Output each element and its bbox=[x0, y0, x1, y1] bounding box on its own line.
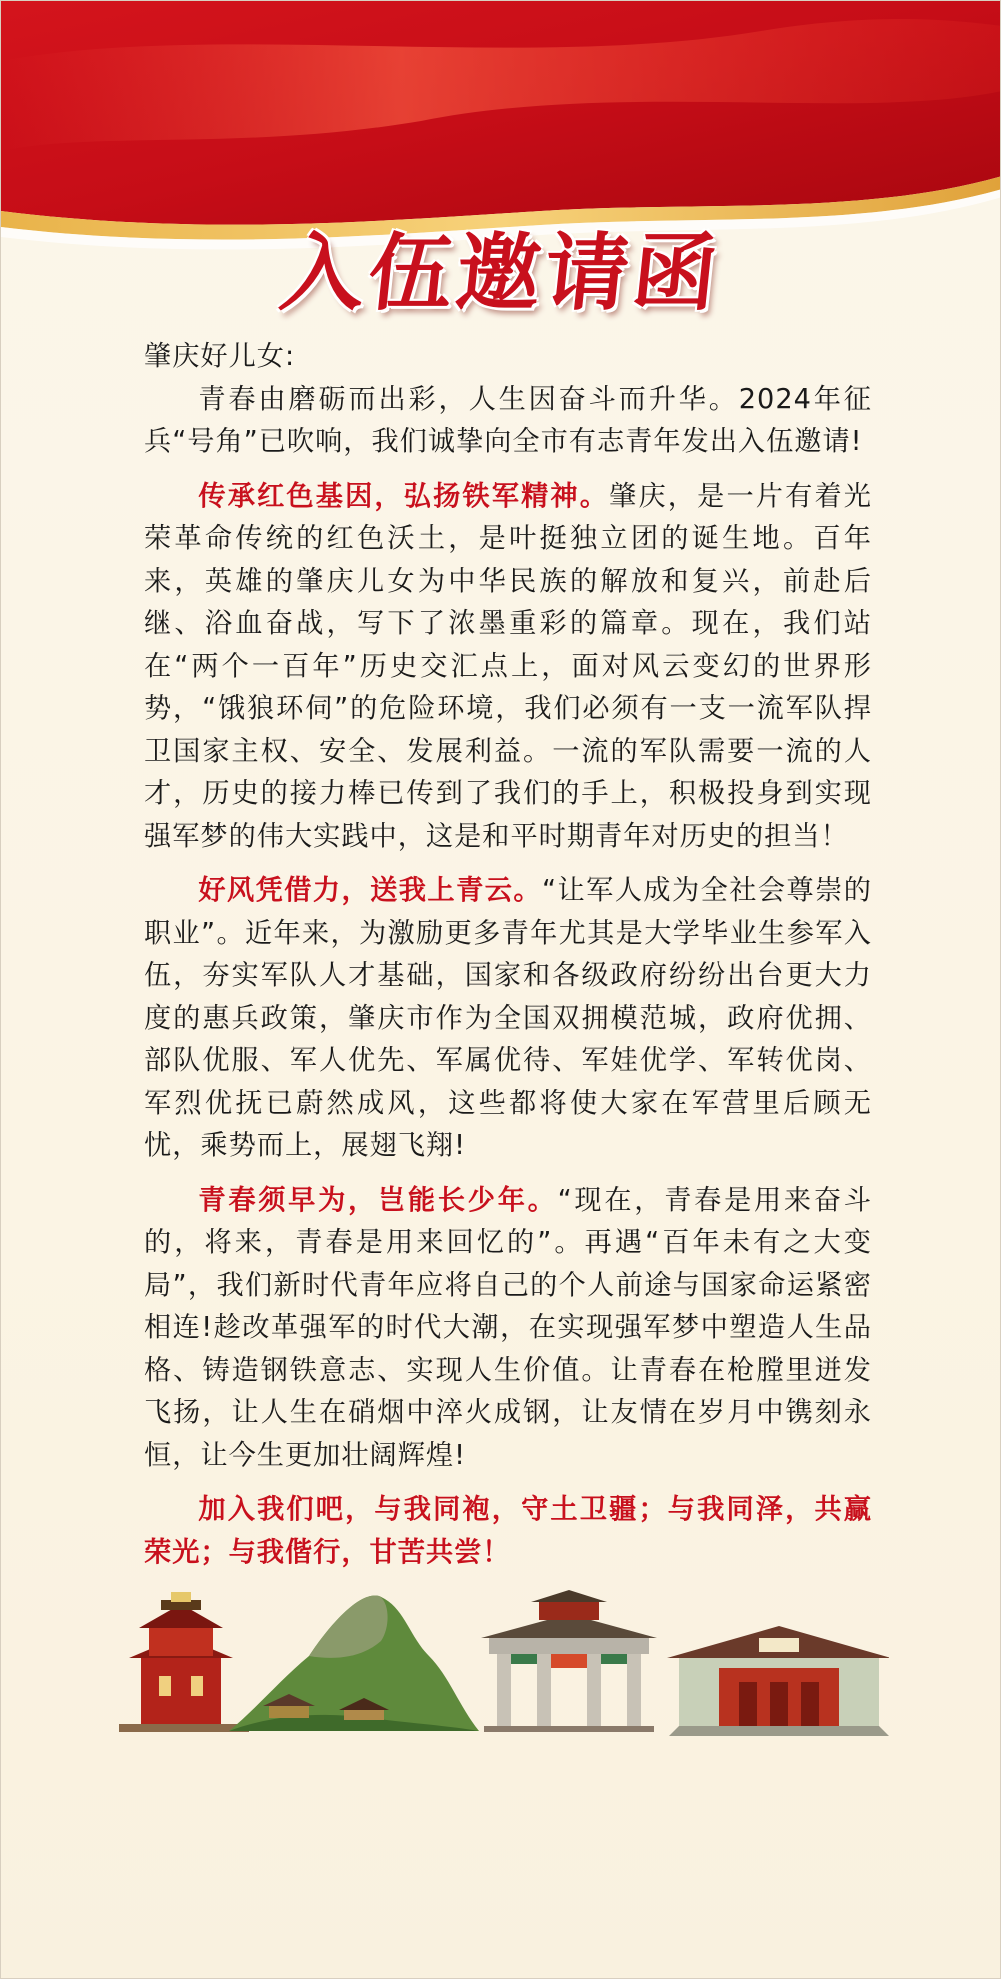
section-1-lead: 传承红色基因，弘扬铁军精神。 bbox=[198, 480, 610, 512]
section-1-text: 肇庆，是一片有着光荣革命传统的红色沃土，是叶挺独立团的诞生地。百年来，英雄的肇庆儿女为中华民族的解放和复兴，前赴后继、浴血奋战，写下了浓墨重彩的篇章。现在，我们站在“两个一百年”历史交汇点上，面对风云变幻的世界形势，“饿狼环伺”的危险环境，我们必须有一支一流军队捍卫国家主权、安全、发展利益。一流的军队需要一流的人才，历史的接力棒已传到了我们的手上，积极投身到实现强军梦的伟大实践中，这是和平时期青年对历史的担当！ bbox=[144, 480, 872, 852]
greeting: 肇庆好儿女: bbox=[144, 341, 296, 372]
pavilion-icon bbox=[119, 1592, 249, 1732]
intro-paragraph: 青春由磨砺而出彩，人生因奋斗而升华。2024年征兵“号角”已吹响，我们诚挚向全市有志青年发出入伍邀请! bbox=[144, 383, 872, 457]
letter-body bbox=[144, 336, 872, 1586]
mountain-icon bbox=[229, 1596, 479, 1731]
section-2 bbox=[144, 870, 872, 1168]
closing-paragraph: 加入我们吧，与我同袍，守土卫疆；与我同泽，共赢荣光；与我偕行，甘苦共尝！ bbox=[144, 1494, 872, 1568]
landmarks-illustration bbox=[119, 1586, 889, 1736]
section-2-text: “让军人成为全社会尊崇的职业”。近年来，为激励更多青年尤其是大学毕业生参军入伍，夯实军队人才基础，国家和各级政府纷纷出台更大力度的惠兵政策，肇庆市作为全国双拥模范城，政府优拥、部队优服、军人优先、军属优待、军娃优学、军转优岗、军烈优抚已蔚然成风，这些都将使大家在军营里后顾无忧，乘势而上，展翅飞翔! bbox=[144, 875, 872, 1161]
section-3-text: “现在，青春是用来奋斗的，将来，青春是用来回忆的”。再遇“百年未有之大变局”，我们新时代青年应将自己的个人前途与国家命运紧密相连!趁改革强军的时代大潮，在实现强军梦中塑造人生品格、铸造钢铁意志、实现人生价值。让青春在枪膛里迸发飞扬，让人生在硝烟中淬火成钢，让友情在岁月中镌刻永恒，让今生更加壮阔辉煌! bbox=[144, 1184, 872, 1471]
archway-icon bbox=[481, 1590, 657, 1732]
hall-icon bbox=[667, 1626, 889, 1736]
section-2-lead: 好风凭借力，送我上青云。 bbox=[198, 875, 542, 906]
section-3-lead: 青春须早为，岂能长少年。 bbox=[198, 1184, 558, 1216]
section-1 bbox=[144, 476, 872, 859]
section-3 bbox=[144, 1180, 872, 1478]
page-title: 入伍邀请函 bbox=[275, 223, 727, 322]
